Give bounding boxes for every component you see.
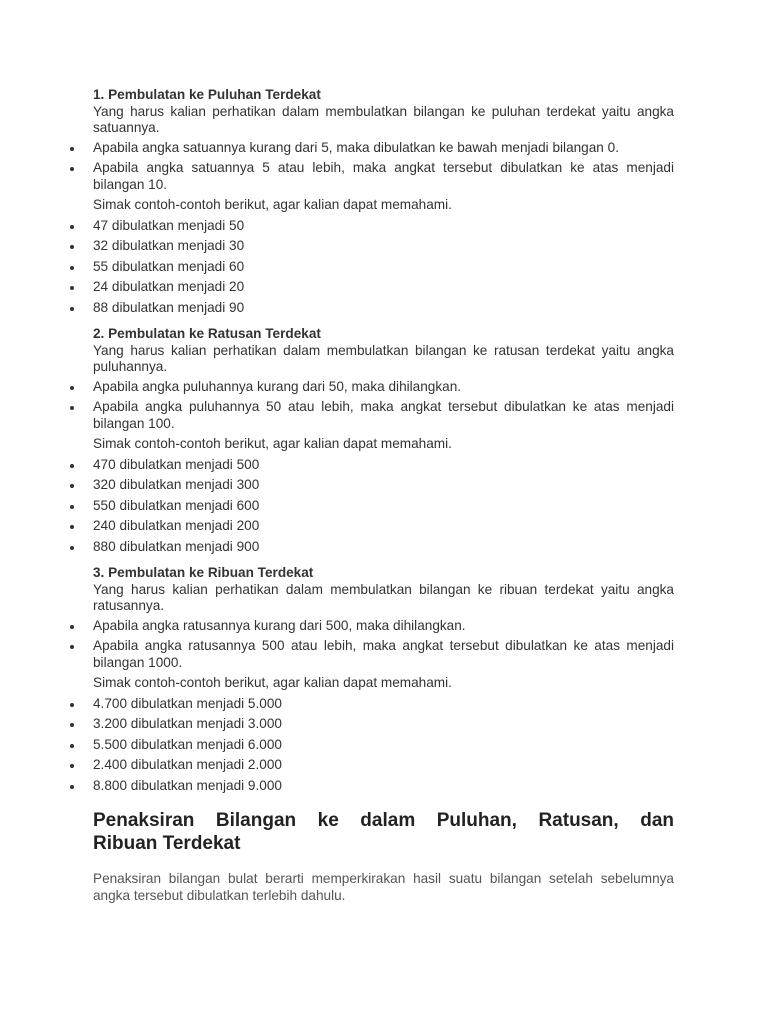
rule-item: Apabila angka satuannya kurang dari 5, maka dibulatkan ke bawah menjadi bilangan 0. [93,140,674,157]
example-list [93,696,674,795]
example-item: 550 dibulatkan menjadi 600 [93,498,674,515]
example-item: 24 dibulatkan menjadi 20 [93,279,674,296]
section-ribuan [93,565,674,794]
example-item: 880 dibulatkan menjadi 900 [93,539,674,556]
examples-intro: Simak contoh-contoh berikut, agar kalian dapat memahami. [93,675,452,690]
heading-line-1: Penaksiran Bilangan ke dalam Puluhan, Ratusan, dan [93,810,674,831]
example-item: 3.200 dibulatkan menjadi 3.000 [93,716,674,733]
section-puluhan [93,87,674,316]
example-item: 470 dibulatkan menjadi 500 [93,457,674,474]
rule-list [93,140,674,194]
example-item: 4.700 dibulatkan menjadi 5.000 [93,696,674,713]
example-item: 240 dibulatkan menjadi 200 [93,518,674,535]
example-item: 5.500 dibulatkan menjadi 6.000 [93,737,674,754]
section-title: 2. Pembulatan ke Ratusan Terdekat [93,326,321,341]
example-item: 320 dibulatkan menjadi 300 [93,477,674,494]
page-heading [93,809,674,855]
example-item: 8.800 dibulatkan menjadi 9.000 [93,778,674,795]
example-item: 55 dibulatkan menjadi 60 [93,259,674,276]
examples-intro: Simak contoh-contoh berikut, agar kalian dapat memahami. [93,197,452,212]
example-list [93,457,674,556]
section-title: 3. Pembulatan ke Ribuan Terdekat [93,565,314,580]
section-intro: Yang harus kalian perhatikan dalam membulatkan bilangan ke ratusan terdekat yaitu angka puluhannya. [93,342,674,374]
example-list [93,218,674,317]
example-item: 2.400 dibulatkan menjadi 2.000 [93,757,674,774]
heading-line-2: Ribuan Terdekat [93,833,241,854]
examples-intro: Simak contoh-contoh berikut, agar kalian dapat memahami. [93,436,452,451]
rule-item: Apabila angka ratusannya 500 atau lebih, maka angkat tersebut dibulatkan ke atas menjadi bilangan 1000. [93,638,674,670]
example-item: 32 dibulatkan menjadi 30 [93,238,674,255]
rule-item: Apabila angka satuannya 5 atau lebih, maka angkat tersebut dibulatkan ke atas menjadi bilangan 10. [93,160,674,192]
example-item: 88 dibulatkan menjadi 90 [93,300,674,317]
rule-list [93,379,674,433]
section-intro: Yang harus kalian perhatikan dalam membulatkan bilangan ke ribuan terdekat yaitu angka ratusannya. [93,581,674,613]
section-title: 1. Pembulatan ke Puluhan Terdekat [93,87,321,102]
rule-list [93,618,674,672]
example-item: 47 dibulatkan menjadi 50 [93,218,674,235]
closing-paragraph: Penaksiran bilangan bulat berarti memperkirakan hasil suatu bilangan setelah sebelumnya angka tersebut dibulatkan terlebih dahulu. [93,871,674,903]
rule-item: Apabila angka puluhannya 50 atau lebih, maka angkat tersebut dibulatkan ke atas menjadi bilangan 100. [93,399,674,431]
rule-item: Apabila angka ratusannya kurang dari 500, maka dihilangkan. [93,618,674,635]
section-intro: Yang harus kalian perhatikan dalam membulatkan bilangan ke puluhan terdekat yaitu angka satuannya. [93,103,674,135]
rule-item: Apabila angka puluhannya kurang dari 50, maka dihilangkan. [93,379,674,396]
section-ratusan [93,326,674,555]
document-content [93,87,674,904]
